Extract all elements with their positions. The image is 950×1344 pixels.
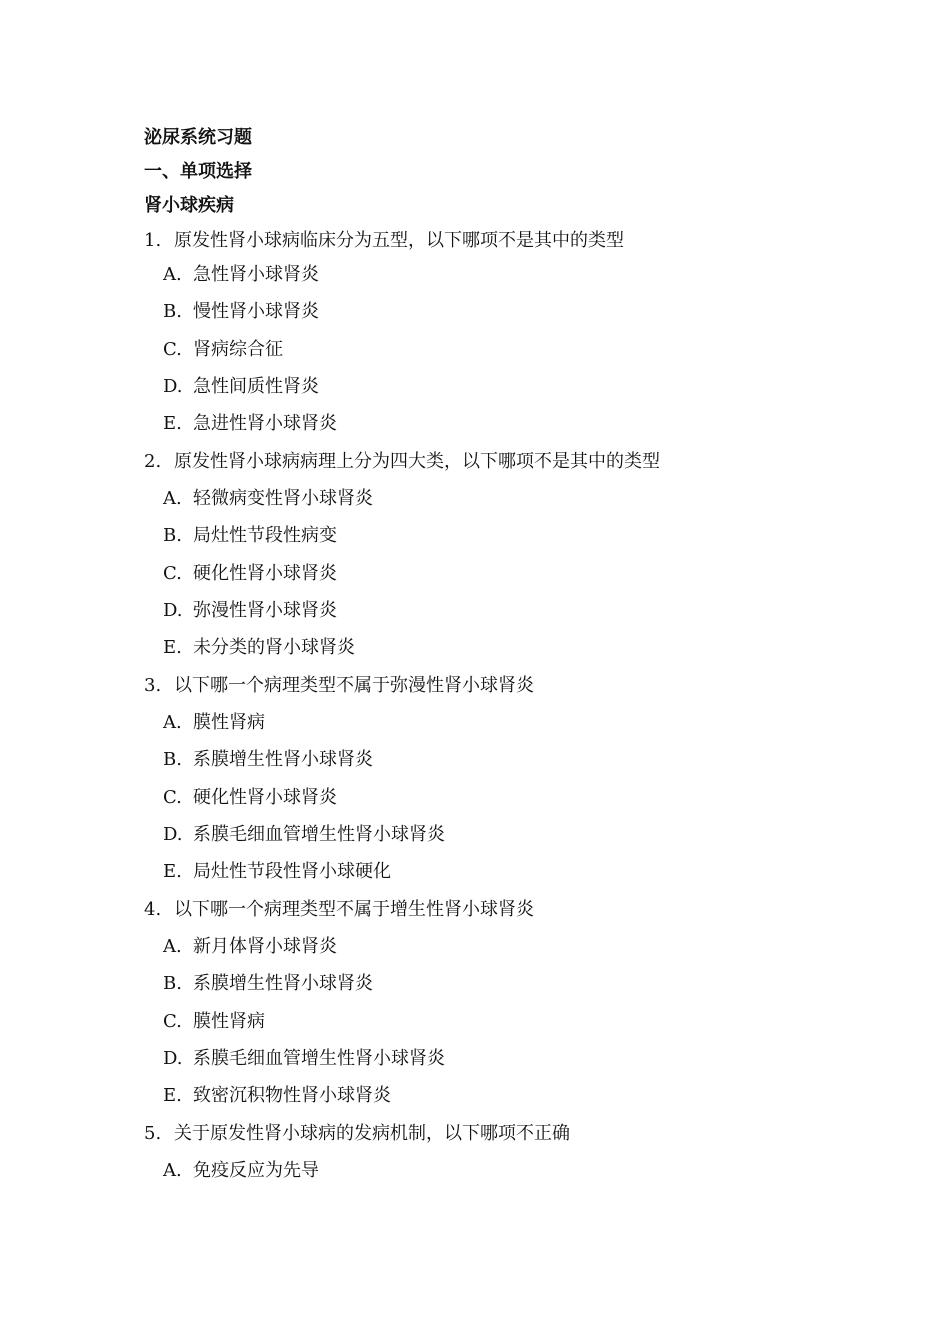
option-text: 局灶性节段性病变	[193, 525, 337, 546]
option-letter: D.	[163, 824, 183, 845]
option-text: 系膜毛细血管增生性肾小球肾炎	[193, 824, 445, 845]
question-4-option-d	[163, 1047, 445, 1071]
option-text: 急进性肾小球肾炎	[193, 413, 337, 434]
option-letter: A.	[163, 936, 182, 957]
option-letter: C.	[163, 339, 182, 360]
option-letter: B.	[163, 749, 182, 770]
question-1-option-a	[163, 263, 319, 287]
question-3-option-b	[163, 748, 373, 772]
option-text: 硬化性肾小球肾炎	[193, 563, 337, 584]
question-number: 1.	[144, 230, 162, 251]
question-5	[144, 1122, 570, 1146]
subsection-heading: 肾小球疾病	[144, 195, 234, 216]
option-text: 肾病综合征	[193, 339, 283, 360]
question-2	[144, 450, 660, 474]
option-text: 弥漫性肾小球肾炎	[193, 600, 337, 621]
option-letter: D.	[163, 1048, 183, 1069]
option-text: 免疫反应为先导	[193, 1160, 319, 1181]
option-letter: E.	[163, 1085, 182, 1106]
question-4-option-e	[163, 1084, 391, 1108]
question-3-option-a	[163, 711, 265, 735]
question-1-option-b	[163, 300, 319, 324]
option-letter: B.	[163, 973, 182, 994]
option-text: 未分类的肾小球肾炎	[193, 637, 355, 658]
option-text: 系膜毛细血管增生性肾小球肾炎	[193, 1048, 445, 1069]
option-text: 系膜增生性肾小球肾炎	[193, 973, 373, 994]
question-text: 以下哪一个病理类型不属于弥漫性肾小球肾炎	[174, 675, 534, 696]
question-number: 3.	[144, 675, 162, 696]
question-text: 原发性肾小球病临床分为五型，以下哪项不是其中的类型	[174, 230, 624, 251]
question-4-option-b	[163, 972, 373, 996]
question-2-option-d	[163, 599, 337, 623]
option-text: 急性肾小球肾炎	[193, 264, 319, 285]
option-letter: A.	[163, 1160, 182, 1181]
question-3	[144, 674, 534, 698]
question-4	[144, 898, 534, 922]
option-letter: A.	[163, 264, 182, 285]
option-letter: A.	[163, 488, 182, 509]
option-text: 致密沉积物性肾小球肾炎	[193, 1085, 391, 1106]
question-3-option-e	[163, 860, 391, 884]
question-1	[144, 229, 624, 253]
question-2-option-b	[163, 524, 337, 548]
option-text: 膜性肾病	[193, 1011, 265, 1032]
option-text: 急性间质性肾炎	[193, 376, 319, 397]
question-2-option-a	[163, 487, 373, 511]
option-letter: C.	[163, 787, 182, 808]
option-text: 局灶性节段性肾小球硬化	[193, 861, 391, 882]
question-text: 以下哪一个病理类型不属于增生性肾小球肾炎	[174, 899, 534, 920]
option-text: 硬化性肾小球肾炎	[193, 787, 337, 808]
option-text: 新月体肾小球肾炎	[193, 936, 337, 957]
document-title: 泌尿系统习题	[144, 127, 252, 148]
option-letter: C.	[163, 1011, 182, 1032]
question-2-option-e	[163, 636, 355, 660]
question-3-option-c	[163, 786, 337, 810]
question-number: 4.	[144, 899, 162, 920]
question-4-option-c	[163, 1010, 265, 1034]
option-text: 慢性肾小球肾炎	[193, 301, 319, 322]
question-1-option-d	[163, 375, 319, 399]
option-text: 系膜增生性肾小球肾炎	[193, 749, 373, 770]
option-text: 轻微病变性肾小球肾炎	[193, 488, 373, 509]
option-letter: C.	[163, 563, 182, 584]
option-letter: D.	[163, 376, 183, 397]
question-5-option-a	[163, 1159, 319, 1183]
option-letter: B.	[163, 525, 182, 546]
option-letter: D.	[163, 600, 183, 621]
question-number: 5.	[144, 1123, 162, 1144]
question-3-option-d	[163, 823, 445, 847]
option-letter: A.	[163, 712, 182, 733]
question-4-option-a	[163, 935, 337, 959]
option-letter: E.	[163, 413, 182, 434]
question-1-option-c	[163, 338, 283, 362]
option-letter: E.	[163, 637, 182, 658]
question-1-option-e	[163, 412, 337, 436]
question-number: 2.	[144, 451, 162, 472]
question-2-option-c	[163, 562, 337, 586]
question-text: 原发性肾小球病病理上分为四大类，以下哪项不是其中的类型	[174, 451, 660, 472]
option-letter: E.	[163, 861, 182, 882]
option-text: 膜性肾病	[193, 712, 265, 733]
question-text: 关于原发性肾小球病的发病机制，以下哪项不正确	[174, 1123, 570, 1144]
option-letter: B.	[163, 301, 182, 322]
section-heading: 一、单项选择	[144, 161, 252, 182]
